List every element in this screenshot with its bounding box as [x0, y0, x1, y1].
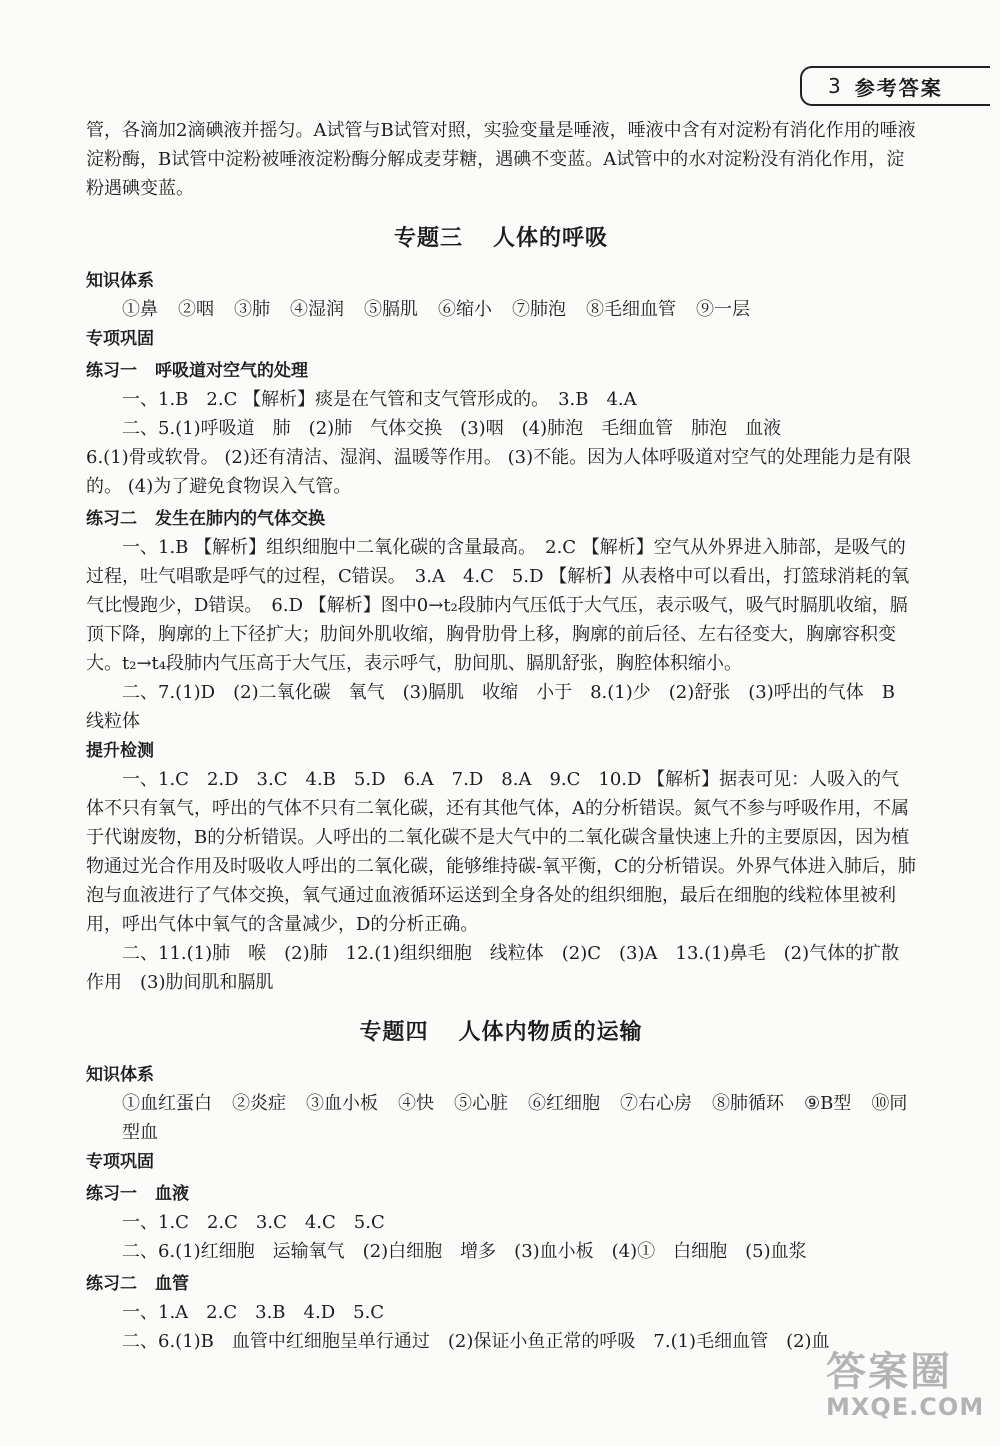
- topic4-title-a: 专题四: [359, 1020, 429, 1045]
- knowledge-item: ⑥缩小: [438, 299, 492, 320]
- knowledge-item: ③肺: [234, 299, 270, 320]
- watermark-cn: 答案圈: [826, 1349, 952, 1395]
- knowledge-item: ①鼻: [122, 299, 158, 320]
- intro-paragraph: 管，各滴加2滴碘液并摇匀。A试管与B试管对照，实验变量是唾液，唾液中含有对淀粉有消化作用的唾液淀粉酶，B试管中淀粉被唾液淀粉酶分解成麦芽糖，遇碘不变蓝。A试管中的水对淀粉没有消化作用，淀粉遇碘变蓝。: [86, 120, 916, 199]
- watermark-en: MXQE.COM: [826, 1393, 985, 1421]
- knowledge-item: ⑧肺循环: [712, 1093, 784, 1114]
- knowledge-item: ④湿润: [290, 299, 344, 320]
- topic4-knowledge-items: [86, 1089, 916, 1147]
- page-content: [86, 116, 916, 1356]
- answer-paragraph: 一、1.B 【解析】组织细胞中二氧化碳的含量最高。 2.C 【解析】空气从外界进入肺部，是吸气的过程，吐气唱歌是呼气的过程，C错误。 3.A 4.C 5.D 【解析】从表格中可以看出，打篮球消耗的氧气比慢跑少，D错误。 6.D 【解析】图中0→t₂段肺内气压低于大气压，表示吸气，吸气时膈肌收缩，膈顶下降，胸廓的上下径扩大；肋间外肌收缩，胸骨肋骨上移，胸廓的前后径、左右径变大，胸廓容积变大。t₂→t₄段肺内气压高于大气压，表示呼气，肋间肌、膈肌舒张，胸腔体积缩小。: [86, 537, 910, 674]
- exercise-title: 血液: [155, 1184, 189, 1204]
- answer-paragraph: 二、11.(1)肺 喉 (2)肺 12.(1)组织细胞 线粒体 (2)C (3)A 13.(1)鼻毛 (2)气体的扩散作用 (3)肋间肌和膈肌: [86, 943, 900, 993]
- topic4-exercise1-heading: [86, 1180, 916, 1208]
- topic3-title-b: 人体的呼吸: [493, 226, 609, 251]
- knowledge-item: ②炎症: [232, 1093, 286, 1114]
- answer-paragraph: 二、5.(1)呼吸道 肺 (2)肺 气体交换 (3)咽 (4)肺泡 毛细血管 肺泡 血液: [122, 418, 782, 439]
- answer-paragraph: 二、6.(1)B 血管中红细胞呈单行通过 (2)保证小鱼正常的呼吸 7.(1)毛细血管 (2)血: [122, 1331, 830, 1352]
- answer-paragraph: 一、1.C 2.D 3.C 4.B 5.D 6.A 7.D 8.A 9.C 10.D 【解析】据表可见：人吸入的气体不只有氧气，呼出的气体不只有二氧化碳，还有其他气体，A的分析错误。氮气不参与呼吸作用，不属于代谢废物，B的分析错误。人呼出的二氧化碳不是大气中的二氧化碳含量快速上升的主要原因，因为植物通过光合作用及时吸收人呼出的二氧化碳，能够维持碳-氧平衡，C的分析错误。外界气体进入肺后，肺泡与血液进行了气体交换，氧气通过血液循环运送到全身各处的组织细胞，最后在细胞的线粒体里被利用，呼出气体中氧气的含量减少，D的分析正确。: [86, 769, 916, 935]
- header-title: 参考答案: [854, 75, 943, 100]
- knowledge-item: ⑦肺泡: [512, 299, 566, 320]
- topic4-knowledge-label: 知识体系: [86, 1065, 154, 1085]
- answer-paragraph: 二、7.(1)D (2)二氧化碳 氧气 (3)膈肌 收缩 小于 8.(1)少 (2)舒张 (3)呼出的气体 B 线粒体: [86, 682, 913, 732]
- exercise-title: 发生在肺内的气体交换: [155, 509, 325, 529]
- topic3-knowledge-label: 知识体系: [86, 271, 154, 291]
- topic3-exercise1-heading: [86, 357, 916, 385]
- page-header: [800, 66, 990, 106]
- watermark-logo: [826, 1340, 986, 1426]
- knowledge-item: ⑨一层: [696, 299, 750, 320]
- knowledge-item: ⑥红细胞: [528, 1093, 600, 1114]
- knowledge-item: ⑦右心房: [620, 1093, 692, 1114]
- answer-paragraph: 一、1.B 2.C 【解析】痰是在气管和支气管形成的。 3.B 4.A: [122, 389, 637, 410]
- topic3-exercise2-heading: [86, 505, 916, 533]
- exercise-label: 练习二: [86, 1274, 137, 1294]
- answer-paragraph: 6.(1)骨或软骨。 (2)还有清洁、湿润、温暖等作用。 (3)不能。因为人体呼吸道对空气的处理能力是有限的。 (4)为了避免食物误入气管。: [86, 447, 912, 497]
- knowledge-item: ②咽: [178, 299, 214, 320]
- answer-paragraph: 二、6.(1)红细胞 运输氧气 (2)白细胞 增多 (3)血小板 (4)① 白细胞 (5)血浆: [122, 1241, 807, 1262]
- knowledge-item: ⑧毛细血管: [586, 299, 676, 320]
- topic4-exercise2-heading: [86, 1270, 916, 1298]
- topic3-title: [86, 221, 916, 252]
- knowledge-item: ④快: [398, 1093, 434, 1114]
- knowledge-item: ⑤心脏: [454, 1093, 508, 1114]
- answer-paragraph: 一、1.A 2.C 3.B 4.D 5.C: [122, 1302, 385, 1323]
- exercise-title: 血管: [155, 1274, 189, 1294]
- topic3-title-a: 专题三: [393, 226, 463, 251]
- knowledge-item: ⑩同型血: [122, 1093, 908, 1143]
- knowledge-item: ⑨B型: [804, 1093, 852, 1114]
- answer-paragraph: 一、1.C 2.C 3.C 4.C 5.C: [122, 1212, 385, 1233]
- topic3-knowledge-items: [86, 295, 916, 324]
- knowledge-item: ③血小板: [306, 1093, 378, 1114]
- knowledge-item: ⑤膈肌: [364, 299, 418, 320]
- exercise-label: 练习一: [86, 1184, 137, 1204]
- page-number: 3: [828, 74, 841, 98]
- knowledge-item: ①血红蛋白: [122, 1093, 212, 1114]
- topic4-title-b: 人体内物质的运输: [458, 1020, 643, 1045]
- exercise-title: 呼吸道对空气的处理: [155, 361, 308, 381]
- topic3-check-label: 提升检测: [86, 741, 154, 761]
- exercise-label: 练习一: [86, 361, 137, 381]
- exercise-label: 练习二: [86, 509, 137, 529]
- topic4-consolidate-label: 专项巩固: [86, 1152, 154, 1172]
- topic3-consolidate-label: 专项巩固: [86, 329, 154, 349]
- topic4-title: [86, 1015, 916, 1046]
